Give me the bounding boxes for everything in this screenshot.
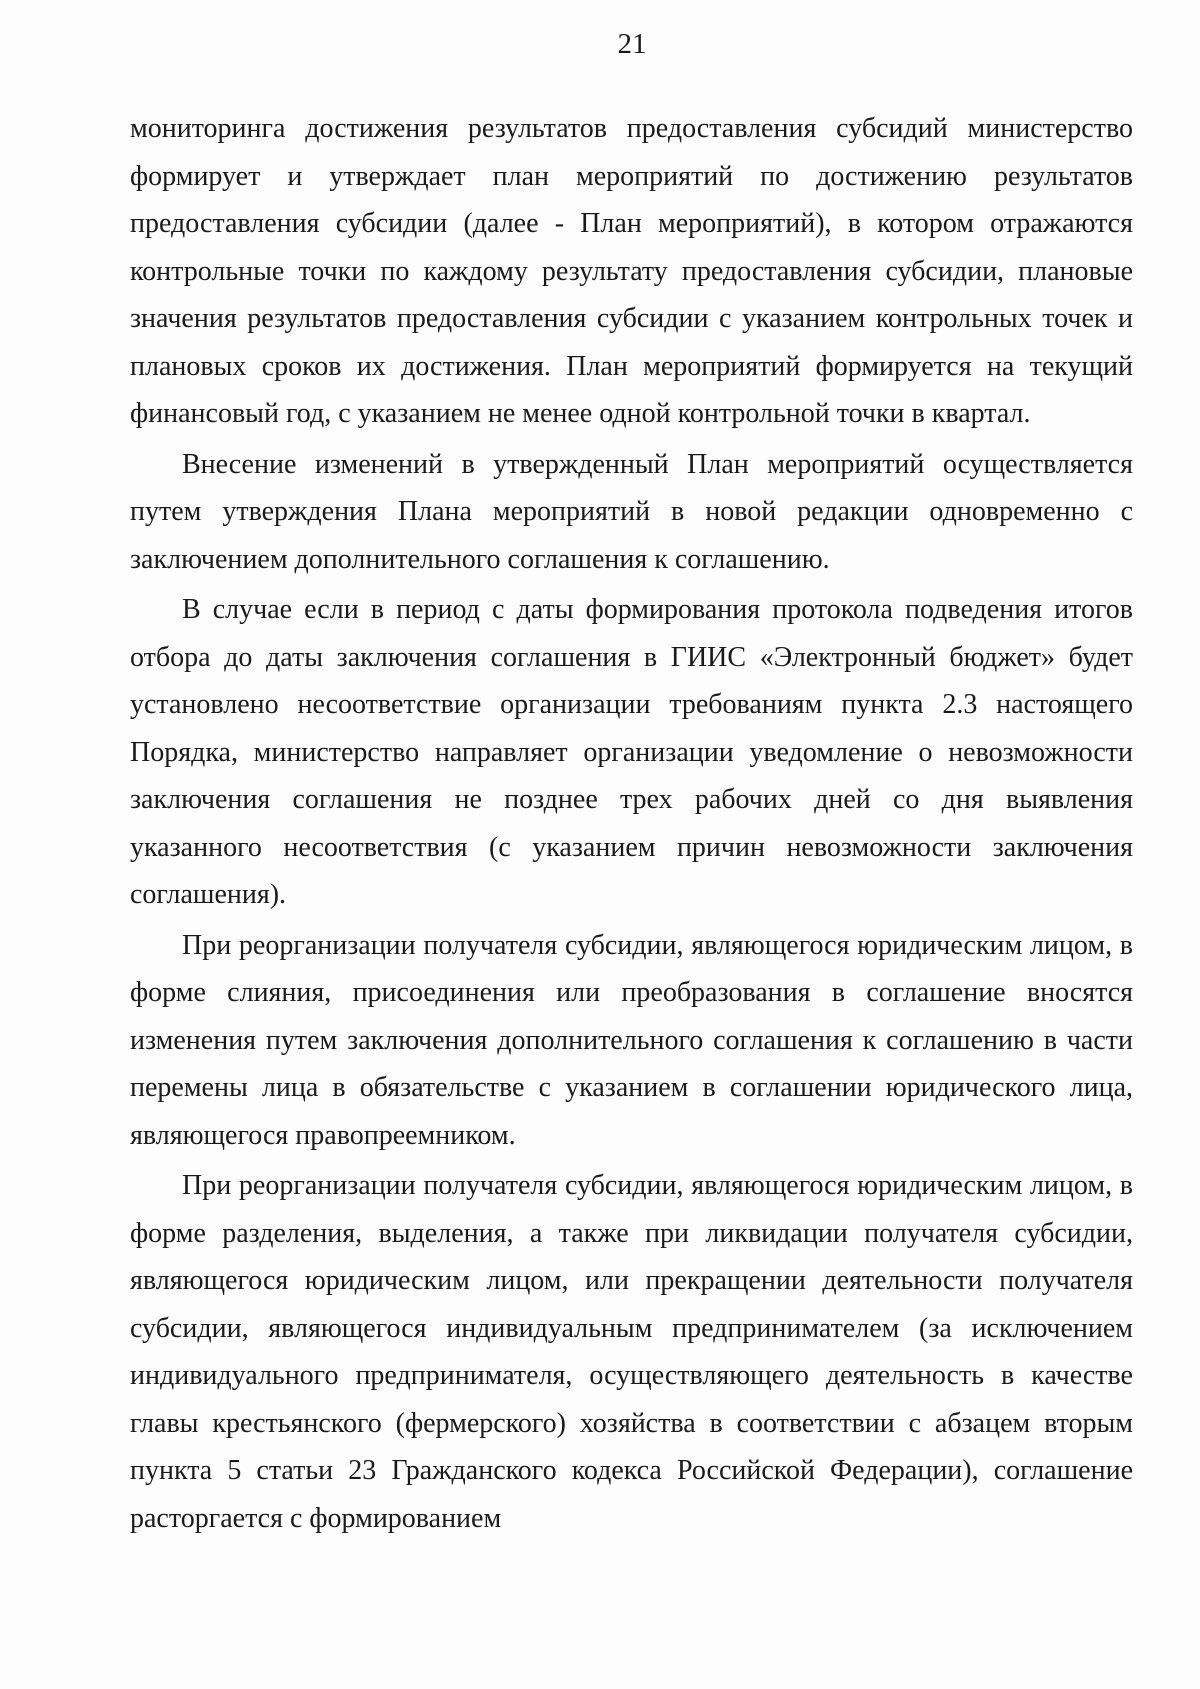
body-text: [130, 105, 1133, 1542]
paragraph-reorganization-merger: При реорганизации получателя субсидии, являющегося юридическим лицом, в форме слияния, присоединения или преобразования в соглашение вносятся изменения путем заключения дополнительного соглашения к соглашению в части перемены лица в обязательстве с указанием в соглашении юридического лица, являющегося правопреемником.: [130, 929, 1133, 1151]
paragraph-continuation: мониторинга достижения результатов предоставления субсидий министерство формирует и утверждает план мероприятий по достижению результатов предоставления субсидии (далее - План мероприятий), в котором отражаются контрольные точки по каждому результату предоставления субсидии, плановые значения результатов предоставления субсидии с указанием контрольных точек и плановых сроков их достижения. План мероприятий формируется на текущий финансовый год, с указанием не менее одной контрольной точки в квартал.: [130, 113, 1133, 429]
page-number: 21: [617, 28, 647, 60]
paragraph-nonconformity: В случае если в период с даты формирования протокола подведения итогов отбора до даты заключения соглашения в ГИИС «Электронный бюджет» будет установлено несоответствие организации требованиям пункта 2.3 настоящего Порядка, министерство направляет организации уведомление о невозможности заключения соглашения не позднее трех рабочих дней со дня выявления указанного несоответствия (с указанием причин невозможности заключения соглашения).: [130, 594, 1133, 910]
paragraph-amendments: Внесение изменений в утвержденный План мероприятий осуществляется путем утверждения Плана мероприятий в новой редакции одновременно с заключением дополнительного соглашения к соглашению.: [130, 448, 1133, 575]
paragraph-reorganization-division: При реорганизации получателя субсидии, являющегося юридическим лицом, в форме разделения, выделения, а также при ликвидации получателя субсидии, являющегося юридическим лицом, или прекращении деятельности получателя субсидии, являющегося индивидуальным предпринимателем (за исключением индивидуального предпринимателя, осуществляющего деятельность в качестве главы крестьянского (фермерского) хозяйства в соответствии с абзацем вторым пункта 5 статьи 23 Гражданского кодекса Российской Федерации), соглашение расторгается с формированием: [130, 1170, 1133, 1534]
